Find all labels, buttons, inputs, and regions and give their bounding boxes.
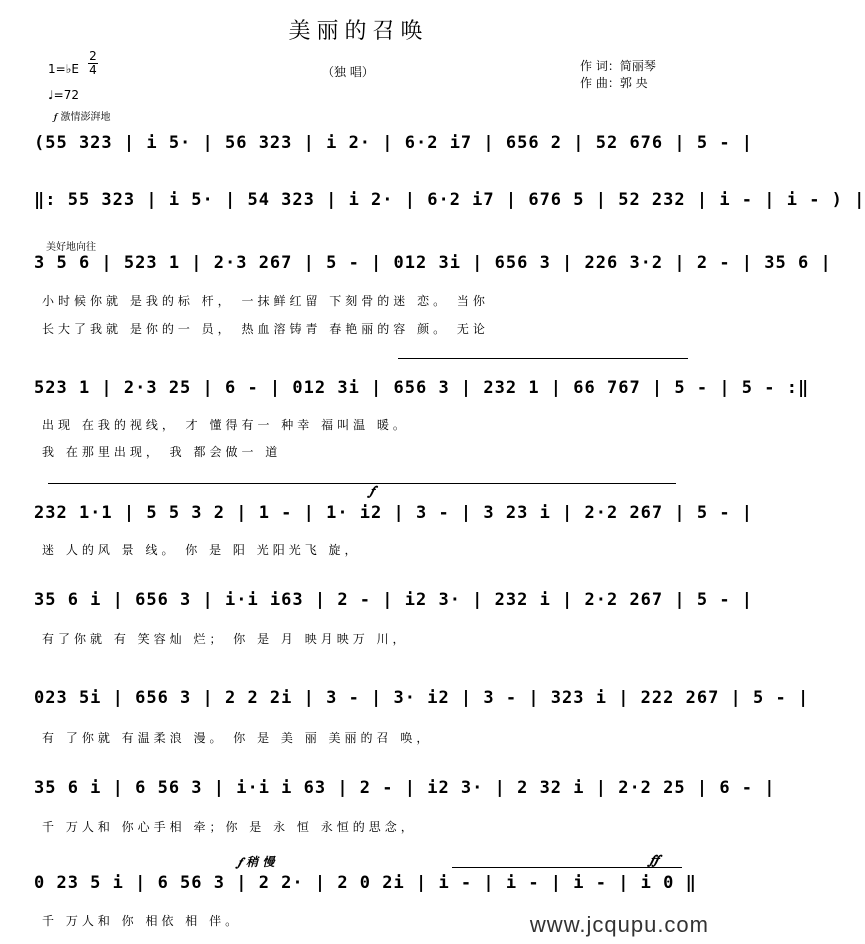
key-signature: 1=♭E bbox=[48, 62, 79, 76]
dynamic-slow: 𝆑 稍 慢 bbox=[238, 855, 275, 869]
lyric-line-6: 千 万人和 你心手相 牵；你 是 永 恒 永恒的思念， bbox=[42, 820, 417, 834]
dynamic-forte: 𝆑 bbox=[370, 484, 375, 499]
volta-bracket-2 bbox=[48, 483, 676, 484]
time-sig-bottom: 4 bbox=[89, 63, 97, 77]
staff-line-9: 0 23 5 i | 6 56 3 | 2 2· | 2 0 2i | i - | i - | i - | i 0 ‖ bbox=[34, 873, 697, 893]
time-signature bbox=[88, 50, 98, 77]
tempo-mark: ♩=72 bbox=[48, 88, 79, 102]
staff-line-7: 023 5i | 656 3 | 2 2 2i | 3 - | 3· i2 | 3 - | 323 i | 222 267 | 5 - | bbox=[34, 688, 810, 708]
lyric-line-2a: 出现 在我的视线， 才 懂得有一 种幸 福叫温 暖。 bbox=[42, 418, 409, 432]
lyric-line-2b: 我 在那里出现， 我 都会做一 道 bbox=[42, 445, 282, 459]
staff-line-5: 232 1·1 | 5 5 3 2 | 1 - | 1· i2 | 3 - | 3 23 i | 2·2 267 | 5 - | bbox=[34, 503, 754, 523]
lyric-line-3: 迷 人的风 景 线。 你 是 阳 光阳光飞 旋， bbox=[42, 543, 361, 557]
volta-bracket-1 bbox=[398, 358, 688, 359]
voice-type: （独 唱） bbox=[322, 65, 374, 79]
staff-line-6: 35 6 i | 656 3 | i·i i63 | 2 - | i2 3· | 232 i | 2·2 267 | 5 - | bbox=[34, 590, 754, 610]
site-watermark: www.jcqupu.com bbox=[529, 912, 709, 937]
lyric-line-5: 有 了你就 有温柔浪 漫。 你 是 美 丽 美丽的召 唤， bbox=[42, 731, 433, 745]
lyric-line-4: 有了你就 有 笑容灿 烂； 你 是 月 映月映万 川， bbox=[42, 632, 409, 646]
credits bbox=[580, 58, 656, 92]
expression-intro: 𝆑 激情澎湃地 bbox=[54, 112, 111, 123]
time-sig-top: 2 bbox=[89, 49, 97, 63]
staff-line-3: 3 5 6 | 523 1 | 2·3 267 | 5 - | 012 3i | 656 3 | 226 3·2 | 2 - | 35 6 | bbox=[34, 253, 832, 273]
lyric-line-1a: 小时候你就 是我的标 杆， 一抹鲜红留 下刻骨的迷 恋。 当你 bbox=[42, 294, 489, 308]
staff-line-8: 35 6 i | 6 56 3 | i·i i 63 | 2 - | i2 3· | 2 32 i | 2·2 25 | 6 - | bbox=[34, 778, 776, 798]
dynamic-fortissimo: 𝆑𝆑 bbox=[650, 853, 659, 868]
lyric-line-1b: 长大了我就 是你的一 员， 热血溶铸青 春艳丽的容 颜。 无论 bbox=[42, 322, 489, 336]
composer: 作 曲：郭 央 bbox=[580, 76, 648, 90]
staff-line-4: 523 1 | 2·3 25 | 6 - | 012 3i | 656 3 | 232 1 | 66 767 | 5 - | 5 - :‖ bbox=[34, 378, 810, 398]
staff-line-2: ‖: 55 323 | i 5· | 54 323 | i 2· | 6·2 i7 | 676 5 | 52 232 | i - | i - ) | bbox=[34, 190, 865, 210]
lyric-line-7: 千 万人和 你 相依 相 伴。 bbox=[42, 914, 242, 928]
song-title: 美丽的召唤 bbox=[288, 19, 429, 44]
lyricist: 作 词：简丽琴 bbox=[580, 59, 656, 73]
section-mark: 美好地向往 bbox=[46, 242, 96, 253]
tie-line bbox=[452, 867, 682, 868]
staff-line-1: (55 323 | i 5· | 56 323 | i 2· | 6·2 i7 | 656 2 | 52 676 | 5 - | bbox=[34, 133, 754, 153]
